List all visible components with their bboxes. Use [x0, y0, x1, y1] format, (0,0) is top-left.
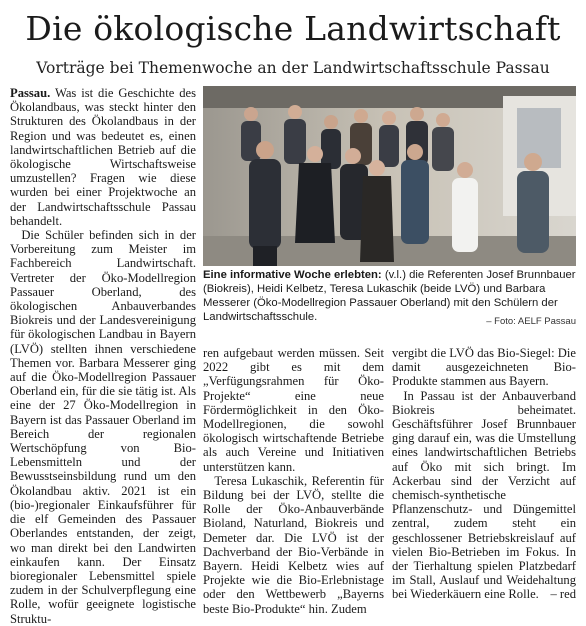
paragraph: Die Schüler befinden sich in der Vorbereitung zum Meister im Fachbereich Landwirtschaft. Vertreter der Öko-Modellregion Passauer Oberland, des ökologischen Anbauverbandes Biokreis und der Landesvereinigung für ökologischen Landbau in Bayern (LVÖ) stellten ihnen verschiedene Themen vor. Barbara Messerer ging auf die Öko-Modellregion Passauer Oberland ein, für die sie tätig ist. Als eine der 27 Öko-Modellregion in Bayern ist das Passauer Oberland im Bereich der regionalen Wertschöpfung von Bio-Lebensmitteln und der Bewusstseinsbildung rund um den Ökolandbau aktiv. 2021 ist ein (bio-)regionaler Einkaufsführer für die elf Gemeinden des Passauer Oberlandes entstanden, der zeigt, wo man direkt bei den Landwirten einkaufen kann. Der Einsatz bioregionaler Lebensmittel spiele zudem in der Schulverpflegung eine Rolle, wofür geeignete logistische Struktu-: [10, 228, 196, 626]
article-column-1: [10, 86, 196, 626]
caption-text: (v.l.) die Referenten Josef Brunnbauer (Biokreis), Heidi Kelbetz, Teresa Lukaschik (beide LVÖ) und Barbara Messerer (Öko-Modellregion Passauer Oberland) mit den Schülern der Landwirtschaftsschule.: [203, 269, 576, 323]
article-column-3: [392, 346, 576, 602]
headline: Die ökologische Landwirtschaft: [25, 9, 561, 48]
paragraph-text: In Passau ist der Anbauverband Biokreis beheimatet. Geschäftsführer Josef Brunnbauer ging darauf ein, was die Umstellung eines landwirtschaftlichen Betriebs auf Öko mit sich bringt. Im Ackerbau sind der Verzicht auf chemisch-synthetische Pflanzenschutz- und Düngemittel zentral, zudem steht ein geschlossener Betriebskreislauf auf vielen Bio-Betrieben im Fokus. In der Tierhaltung spielen Platzbedarf im Stall, Auslauf und Weidehaltung bei Wiederkäuern eine Rolle.: [392, 388, 576, 602]
paragraph: vergibt die LVÖ das Bio-Siegel: Die damit ausgezeichneten Bio-Produkte stammen aus Bayern.: [392, 346, 576, 389]
paragraph-text: Was ist die Geschichte des Ökolandbaus, was steckt hinter den Strukturen des Ökolandbaus in der Region und was bedeutet es, einen landwirtschaftlichen Betrieb auf die ökologische Wirtschaftsweise umzustellen? Fragen wie diese wurden bei einer Projektwoche an der Landwirtschaftsschule Passau behandelt.: [10, 86, 197, 228]
caption-lead: Eine informative Woche erlebten:: [203, 269, 382, 281]
group-photo-illustration: [203, 86, 576, 266]
dateline: Passau.: [10, 86, 51, 100]
article-column-2: [203, 346, 384, 616]
photo-credit: – Foto: AELF Passau: [486, 316, 576, 327]
paragraph: [392, 389, 576, 602]
paragraph: [10, 86, 196, 228]
group-photo: [203, 86, 576, 266]
author-signature: – red: [550, 587, 576, 602]
paragraph: ren aufgebaut werden müssen. Seit 2022 gibt es mit dem „Verfügungsrahmen für Öko-Projekte“ eine neue Fördermöglichkeit in den Öko-Modellregionen, die sowohl ökologisch wirtschaftende Betriebe als auch Vereine und Initiativen unterstützen kann.: [203, 346, 384, 474]
subheadline: Vorträge bei Themenwoche an der Landwirtschaftsschule Passau: [36, 59, 550, 77]
paragraph: Teresa Lukaschik, Referentin für Bildung bei der LVÖ, stellte die Rolle der Öko-Anbauverbände Bioland, Naturland, Biokreis und Demeter dar. Die LVÖ ist der Dachverband der Bio-Verbände in Bayern. Heidi Kelbetz wies auf Projekte wie die Bio-Erlebnistage oder den Wettbewerb „Bayerns beste Bio-Produkte“ hin. Zudem: [203, 473, 384, 616]
